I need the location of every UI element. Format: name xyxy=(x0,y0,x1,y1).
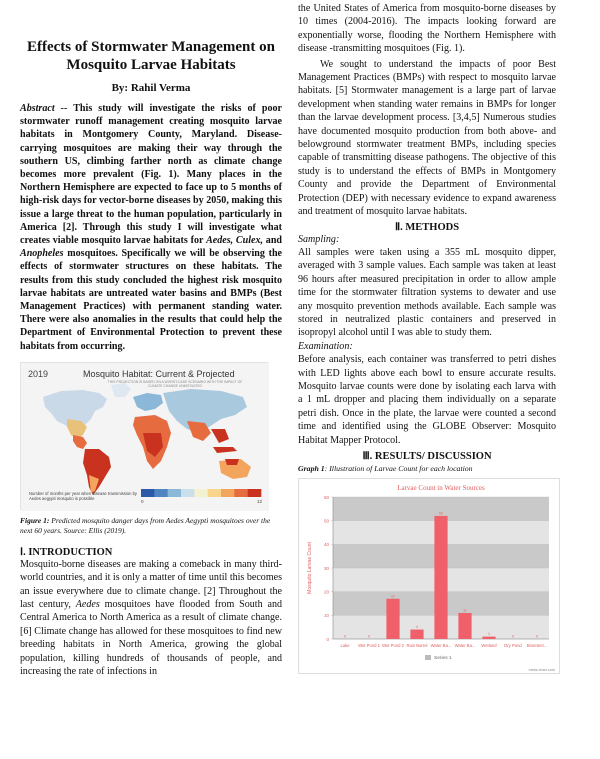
graph-1-label: Graph 1 xyxy=(298,464,325,473)
bar-value-label: 11 xyxy=(463,608,467,613)
legend-swatch xyxy=(221,489,235,497)
right-column xyxy=(298,2,556,674)
paper-author: By: Rahil Verma xyxy=(111,82,191,94)
intro-genus: Aedes xyxy=(75,599,100,611)
intro-paragraph-1-cont: the United States of America from mosquito-borne diseases by 10 times (2004-2016). The impacts looking forward are exponentially worse, flooding the Northern Hemisphere with disease -transmitting mosquitoes (Fig. 1). xyxy=(298,3,556,55)
x-tick-label: Water Ba... xyxy=(430,643,452,648)
bar-value-label: 52 xyxy=(439,511,443,516)
results-heading: Ⅲ. RESULTS/ DISCUSSION xyxy=(362,451,492,462)
y-tick-label: 10 xyxy=(323,613,329,619)
map-title: Mosquito Habitat: Current & Projected xyxy=(83,368,235,379)
legend-swatch xyxy=(194,489,208,497)
intro-text-b: mosquitoes have flooded from South and Central America to North America as a result of climate change. [6] Climate change has allowed for these mosquitoes to find new breeding habitats in North America, growing the global population, killing hundreds of thousands of people, and increasing the rate of infections in xyxy=(20,599,283,678)
x-tick-label: Wetland xyxy=(481,643,497,648)
bar-value-label: 17 xyxy=(391,594,395,599)
figure-1-caption-text: Predicted mosquito danger days from Aedes Aegypti mosquitoes over the next 60 years. Source: Ellis (2019). xyxy=(20,515,271,535)
legend-label-series-1: Series 1 xyxy=(434,656,452,661)
legend-swatch xyxy=(181,489,195,497)
chart-svg xyxy=(299,479,561,675)
paper-title: Effects of Stormwater Management on Mosquito Larvae Habitats xyxy=(27,39,275,73)
bar-value-label: 0 xyxy=(344,634,346,639)
figure-1-map xyxy=(20,362,268,510)
abstract-text-2: mosquitoes. Specifically we will be observing the effects of stormwater structures on these habitats. The results from this study concluded the highest risk mosquito larvae habitats are untreated water basins and BMPs (Best Management Practices) with permanent standing water. There were also anomalies in the results that could help the Department of Environmental Protection to prevent these habitats from occurring. xyxy=(20,248,282,352)
x-tick-label: Wet Pond 1 xyxy=(358,643,380,648)
x-tick-label: Rain Barrel xyxy=(406,643,428,648)
graph-1-caption xyxy=(298,464,556,473)
figure-1-label: Figure 1: xyxy=(20,515,50,525)
abstract-genus-2: Anopheles xyxy=(20,248,64,260)
abstract-genus-1: Aedes, Culex, xyxy=(206,235,263,247)
legend-swatch xyxy=(208,489,222,497)
bar-value-label: 0 xyxy=(536,634,538,639)
map-subtitle: THIS PROJECTION IS BASED ON A WORST-CASE SCENARIO WITH THE IMPACT OF CLIMATE CHANGE UNMITIGATED xyxy=(107,379,243,388)
legend-max-label: 12 xyxy=(257,498,263,504)
y-axis-label: Mosquito Larvae Count xyxy=(307,542,313,594)
x-tick-label: Dry Pond xyxy=(504,643,522,648)
abstract-and: and xyxy=(263,235,282,247)
chart-credit: meta-chart.com xyxy=(528,668,555,672)
x-tick-label: Lake xyxy=(340,643,350,648)
bar-value-label: 0 xyxy=(512,634,514,639)
left-column xyxy=(20,38,282,679)
chart-title: Larvae Count in Water Sources xyxy=(397,484,485,492)
y-tick-label: 0 xyxy=(326,636,329,642)
methods-heading: Ⅱ. METHODS xyxy=(394,221,460,233)
sampling-subheading: Sampling: xyxy=(298,233,340,245)
legend-swatch-series-1 xyxy=(425,655,431,660)
abstract-text-1: This study will investigate the risks of poor stormwater runoff management creating mosquito larvae habitats in Montgomery County, Maryland. Disease-carrying mosquitoes are making their way through the southern US, climbing farther north as climate change becomes more prevalent (Fig. 1). Many places in the Northern Hemisphere are expected to face up to 5 months of high-risk days for vector-borne diseases by 2050, making this issue a large threat to the human population, particularly in America [2]. Through this study I will investigate what creates viable mosquito larvae habitats for xyxy=(20,103,282,247)
sampling-paragraph: All samples were taken using a 355 mL mosquito dipper, averaged with 3 sample values. Each sample was taken at least 96 hours after measured precipitation in order to allow ample time for the stormwater filtration systems to dewater and use any mosquito prevention methods available. Each sample was stored in neutralized plastic containers and preserved in isopropyl alcohol until I was able to study them. xyxy=(298,246,556,339)
map-year: 2019 xyxy=(28,368,49,379)
bar xyxy=(458,613,471,639)
bar-value-label: 0 xyxy=(368,634,370,639)
larvae-bar-chart xyxy=(298,478,560,674)
legend-min-label: 0 xyxy=(141,498,144,504)
bar-value-label: 1 xyxy=(488,632,490,637)
bar xyxy=(434,516,447,639)
y-tick-label: 30 xyxy=(323,565,329,571)
legend-swatch xyxy=(154,489,168,497)
x-tick-label: Bioretent... xyxy=(526,643,548,648)
intro-paragraph-1 xyxy=(20,558,282,679)
x-tick-label: Water Ba... xyxy=(454,643,476,648)
legend-swatch xyxy=(168,489,182,497)
abstract xyxy=(20,102,282,353)
bar xyxy=(482,637,495,639)
examination-paragraph: Before analysis, each container was transferred to petri dishes with LED lights above each bowl to ensure accurate results. Mosquito larvae counts were done by isolating each larva with a 1 mL dropper and placing them individually on a separate petri dish. Once in the plate, the larvae were counted a second time and identified using the GLOBE Observer: Mosquito Habitat Mapper Protocol. xyxy=(298,354,556,446)
examination-subheading: Examination: xyxy=(298,340,353,352)
legend-swatch xyxy=(248,489,262,497)
y-tick-label: 20 xyxy=(323,589,329,595)
bar xyxy=(410,630,423,639)
intro-paragraph-2: We sought to understand the impacts of poor Best Management Practices (BMPs) with respect to mosquito larvae habitats. [5] Stormwater management is a large part of larvae development when standing water remains in BMPs for longer than the larvae development process. [3,4,5] Numerous studies have documented mosquito production from both above- and belowground stormwater treatment BMPs, including species capable of transmitting disease pathogens. The objective of this study is to understand the effects of BMPs in Montgomery County and provide the Department of Environmental Protection (DEP) with necessary evidence to expand awareness and treatment of mosquito larvae habitats. xyxy=(298,58,556,218)
legend-swatch xyxy=(141,489,155,497)
y-tick-label: 40 xyxy=(323,542,329,548)
y-tick-label: 60 xyxy=(323,494,329,500)
abstract-label: Abstract -- xyxy=(20,103,68,114)
bar xyxy=(386,599,399,639)
figure-1-caption xyxy=(20,516,282,536)
x-tick-label: Wet Pond 2 xyxy=(382,643,404,648)
y-tick-label: 50 xyxy=(323,518,329,524)
bar-value-label: 4 xyxy=(416,625,418,630)
legend-swatch xyxy=(234,489,248,497)
map-legend-text: Number of months per year when disease transmission by Aedes aegypti mosquito is possible xyxy=(29,490,137,501)
intro-heading: Ⅰ. INTRODUCTION xyxy=(20,546,113,558)
intro-text-a: Mosquito-borne diseases are making a comeback in many third-world countries, and it is only a matter of time until this becomes an issue everywhere due to climate change. [2] Throughout the last century, xyxy=(20,558,283,611)
graph-1-caption-text: : Illustration of Larvae Count for each location xyxy=(324,464,473,473)
